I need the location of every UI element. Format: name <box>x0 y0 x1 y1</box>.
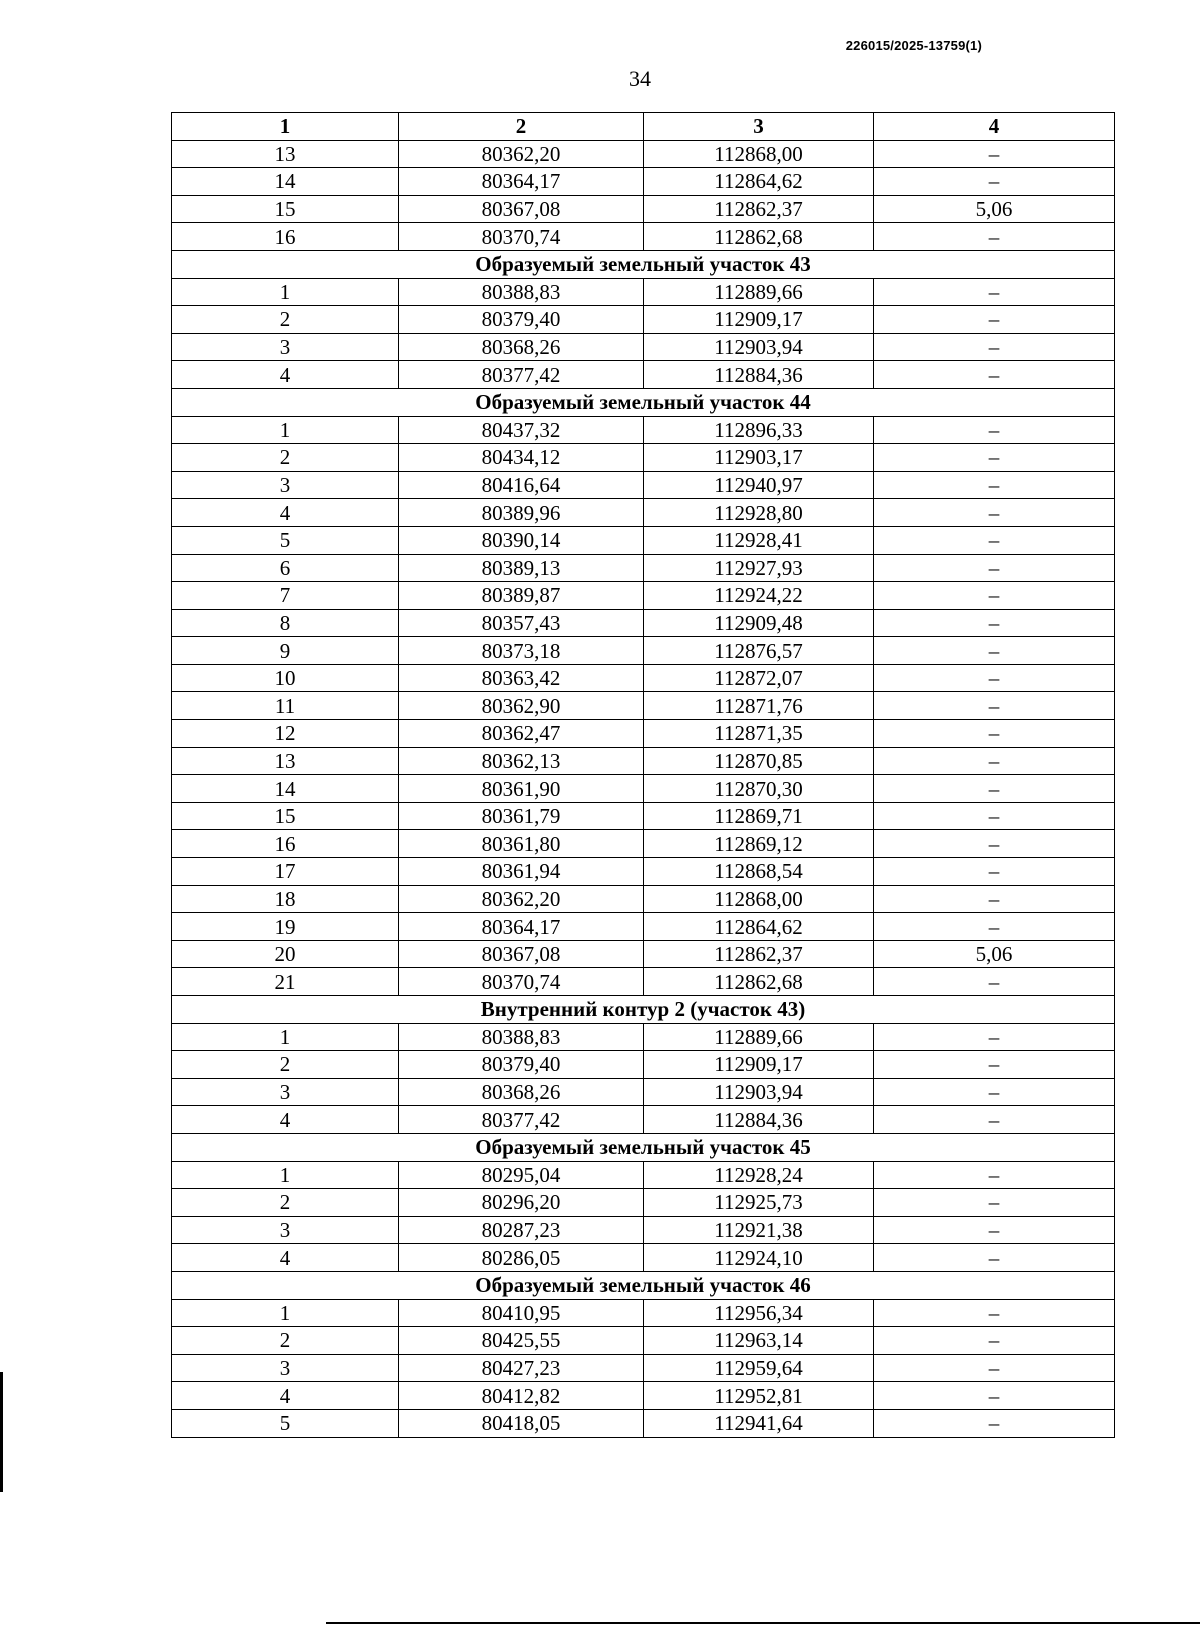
table-row <box>172 968 1115 996</box>
table-row <box>172 554 1115 582</box>
point-number-cell: 2 <box>172 1327 399 1355</box>
table-row <box>172 637 1115 665</box>
table-row <box>172 361 1115 389</box>
y-coordinate-cell: 112959,64 <box>644 1354 874 1382</box>
accuracy-cell: – <box>874 747 1115 775</box>
y-coordinate-cell: 112921,38 <box>644 1216 874 1244</box>
table-row <box>172 885 1115 913</box>
section-title: Внутренний контур 2 (участок 43) <box>172 996 1115 1024</box>
accuracy-cell: – <box>874 1078 1115 1106</box>
accuracy-cell: – <box>874 609 1115 637</box>
table-row <box>172 306 1115 334</box>
accuracy-cell: – <box>874 968 1115 996</box>
y-coordinate-cell: 112928,24 <box>644 1161 874 1189</box>
x-coordinate-cell: 80361,80 <box>399 830 644 858</box>
point-number-cell: 8 <box>172 609 399 637</box>
accuracy-cell: – <box>874 720 1115 748</box>
x-coordinate-cell: 80367,08 <box>399 195 644 223</box>
x-coordinate-cell: 80370,74 <box>399 968 644 996</box>
point-number-cell: 10 <box>172 664 399 692</box>
accuracy-cell: 5,06 <box>874 195 1115 223</box>
x-coordinate-cell: 80389,13 <box>399 554 644 582</box>
x-coordinate-cell: 80362,20 <box>399 140 644 168</box>
x-coordinate-cell: 80367,08 <box>399 940 644 968</box>
x-coordinate-cell: 80388,83 <box>399 1023 644 1051</box>
y-coordinate-cell: 112868,00 <box>644 885 874 913</box>
point-number-cell: 17 <box>172 858 399 886</box>
point-number-cell: 2 <box>172 306 399 334</box>
x-coordinate-cell: 80362,20 <box>399 885 644 913</box>
accuracy-cell: – <box>874 361 1115 389</box>
point-number-cell: 5 <box>172 1409 399 1437</box>
point-number-cell: 3 <box>172 333 399 361</box>
y-coordinate-cell: 112940,97 <box>644 471 874 499</box>
y-coordinate-cell: 112868,00 <box>644 140 874 168</box>
x-coordinate-cell: 80416,64 <box>399 471 644 499</box>
y-coordinate-cell: 112872,07 <box>644 664 874 692</box>
point-number-cell: 3 <box>172 1216 399 1244</box>
x-coordinate-cell: 80362,47 <box>399 720 644 748</box>
point-number-cell: 4 <box>172 1106 399 1134</box>
y-coordinate-cell: 112870,30 <box>644 775 874 803</box>
accuracy-cell: – <box>874 278 1115 306</box>
y-coordinate-cell: 112924,10 <box>644 1244 874 1272</box>
accuracy-cell: – <box>874 1023 1115 1051</box>
x-coordinate-cell: 80412,82 <box>399 1382 644 1410</box>
point-number-cell: 12 <box>172 720 399 748</box>
section-title: Образуемый земельный участок 45 <box>172 1133 1115 1161</box>
x-coordinate-cell: 80361,94 <box>399 858 644 886</box>
accuracy-cell: – <box>874 1106 1115 1134</box>
accuracy-cell: – <box>874 499 1115 527</box>
table-row <box>172 140 1115 168</box>
y-coordinate-cell: 112871,76 <box>644 692 874 720</box>
table-row <box>172 802 1115 830</box>
x-coordinate-cell: 80368,26 <box>399 1078 644 1106</box>
x-coordinate-cell: 80437,32 <box>399 416 644 444</box>
x-coordinate-cell: 80361,79 <box>399 802 644 830</box>
point-number-cell: 5 <box>172 526 399 554</box>
y-coordinate-cell: 112876,57 <box>644 637 874 665</box>
section-title: Образуемый земельный участок 43 <box>172 250 1115 278</box>
table-row <box>172 471 1115 499</box>
y-coordinate-cell: 112889,66 <box>644 1023 874 1051</box>
point-number-cell: 21 <box>172 968 399 996</box>
accuracy-cell: – <box>874 913 1115 941</box>
accuracy-cell: – <box>874 1244 1115 1272</box>
table-row <box>172 416 1115 444</box>
y-coordinate-cell: 112869,12 <box>644 830 874 858</box>
accuracy-cell: – <box>874 830 1115 858</box>
y-coordinate-cell: 112870,85 <box>644 747 874 775</box>
x-coordinate-cell: 80434,12 <box>399 444 644 472</box>
x-coordinate-cell: 80373,18 <box>399 637 644 665</box>
table-row <box>172 1023 1115 1051</box>
point-number-cell: 2 <box>172 1189 399 1217</box>
table-row <box>172 1051 1115 1079</box>
accuracy-cell: – <box>874 168 1115 196</box>
point-number-cell: 14 <box>172 775 399 803</box>
table-row <box>172 720 1115 748</box>
y-coordinate-cell: 112928,80 <box>644 499 874 527</box>
y-coordinate-cell: 112884,36 <box>644 361 874 389</box>
point-number-cell: 16 <box>172 223 399 251</box>
table-row <box>172 1244 1115 1272</box>
x-coordinate-cell: 80425,55 <box>399 1327 644 1355</box>
y-coordinate-cell: 112909,48 <box>644 609 874 637</box>
document-number: 226015/2025-13759(1) <box>845 38 982 53</box>
point-number-cell: 14 <box>172 168 399 196</box>
accuracy-cell: – <box>874 526 1115 554</box>
accuracy-cell: – <box>874 1216 1115 1244</box>
x-coordinate-cell: 80286,05 <box>399 1244 644 1272</box>
y-coordinate-cell: 112963,14 <box>644 1327 874 1355</box>
column-header-x: 2 <box>399 113 644 141</box>
y-coordinate-cell: 112862,37 <box>644 195 874 223</box>
point-number-cell: 18 <box>172 885 399 913</box>
point-number-cell: 19 <box>172 913 399 941</box>
x-coordinate-cell: 80388,83 <box>399 278 644 306</box>
point-number-cell: 15 <box>172 802 399 830</box>
section-header-row <box>172 388 1115 416</box>
accuracy-cell: – <box>874 444 1115 472</box>
x-coordinate-cell: 80410,95 <box>399 1299 644 1327</box>
point-number-cell: 4 <box>172 1244 399 1272</box>
x-coordinate-cell: 80295,04 <box>399 1161 644 1189</box>
table-row <box>172 1189 1115 1217</box>
accuracy-cell: – <box>874 1354 1115 1382</box>
x-coordinate-cell: 80364,17 <box>399 168 644 196</box>
y-coordinate-cell: 112864,62 <box>644 913 874 941</box>
table-row <box>172 830 1115 858</box>
table-header <box>172 113 1115 141</box>
scan-edge-mark <box>0 1372 3 1492</box>
table-row <box>172 1106 1115 1134</box>
table-row <box>172 1409 1115 1437</box>
y-coordinate-cell: 112956,34 <box>644 1299 874 1327</box>
point-number-cell: 3 <box>172 1078 399 1106</box>
point-number-cell: 4 <box>172 1382 399 1410</box>
table-row <box>172 692 1115 720</box>
point-number-cell: 4 <box>172 499 399 527</box>
section-header-row <box>172 250 1115 278</box>
y-coordinate-cell: 112869,71 <box>644 802 874 830</box>
table-row <box>172 1327 1115 1355</box>
point-number-cell: 13 <box>172 747 399 775</box>
table-row <box>172 664 1115 692</box>
y-coordinate-cell: 112871,35 <box>644 720 874 748</box>
y-coordinate-cell: 112952,81 <box>644 1382 874 1410</box>
section-header-row <box>172 996 1115 1024</box>
x-coordinate-cell: 80389,87 <box>399 582 644 610</box>
point-number-cell: 1 <box>172 278 399 306</box>
point-number-cell: 1 <box>172 1161 399 1189</box>
x-coordinate-cell: 80418,05 <box>399 1409 644 1437</box>
point-number-cell: 1 <box>172 416 399 444</box>
section-title: Образуемый земельный участок 44 <box>172 388 1115 416</box>
y-coordinate-cell: 112941,64 <box>644 1409 874 1437</box>
accuracy-cell: – <box>874 1327 1115 1355</box>
x-coordinate-cell: 80377,42 <box>399 1106 644 1134</box>
accuracy-cell: – <box>874 140 1115 168</box>
x-coordinate-cell: 80363,42 <box>399 664 644 692</box>
accuracy-cell: – <box>874 306 1115 334</box>
accuracy-cell: – <box>874 802 1115 830</box>
accuracy-cell: – <box>874 637 1115 665</box>
scan-edge-mark <box>326 1622 1200 1624</box>
x-coordinate-cell: 80379,40 <box>399 306 644 334</box>
accuracy-cell: – <box>874 858 1115 886</box>
x-coordinate-cell: 80287,23 <box>399 1216 644 1244</box>
point-number-cell: 2 <box>172 444 399 472</box>
y-coordinate-cell: 112862,37 <box>644 940 874 968</box>
accuracy-cell: – <box>874 1382 1115 1410</box>
accuracy-cell: – <box>874 1051 1115 1079</box>
accuracy-cell: – <box>874 1299 1115 1327</box>
y-coordinate-cell: 112889,66 <box>644 278 874 306</box>
y-coordinate-cell: 112927,93 <box>644 554 874 582</box>
table-row <box>172 913 1115 941</box>
table-row <box>172 1216 1115 1244</box>
accuracy-cell: – <box>874 1409 1115 1437</box>
table-row <box>172 1161 1115 1189</box>
table-row <box>172 333 1115 361</box>
table-row <box>172 775 1115 803</box>
y-coordinate-cell: 112928,41 <box>644 526 874 554</box>
table-row <box>172 444 1115 472</box>
point-number-cell: 1 <box>172 1299 399 1327</box>
point-number-cell: 15 <box>172 195 399 223</box>
x-coordinate-cell: 80362,90 <box>399 692 644 720</box>
section-title: Образуемый земельный участок 46 <box>172 1271 1115 1299</box>
point-number-cell: 3 <box>172 1354 399 1382</box>
y-coordinate-cell: 112864,62 <box>644 168 874 196</box>
y-coordinate-cell: 112924,22 <box>644 582 874 610</box>
point-number-cell: 9 <box>172 637 399 665</box>
x-coordinate-cell: 80427,23 <box>399 1354 644 1382</box>
y-coordinate-cell: 112925,73 <box>644 1189 874 1217</box>
accuracy-cell: – <box>874 692 1115 720</box>
accuracy-cell: – <box>874 1161 1115 1189</box>
section-header-row <box>172 1271 1115 1299</box>
accuracy-cell: – <box>874 554 1115 582</box>
x-coordinate-cell: 80362,13 <box>399 747 644 775</box>
point-number-cell: 11 <box>172 692 399 720</box>
column-header-y: 3 <box>644 113 874 141</box>
x-coordinate-cell: 80361,90 <box>399 775 644 803</box>
x-coordinate-cell: 80379,40 <box>399 1051 644 1079</box>
y-coordinate-cell: 112903,94 <box>644 1078 874 1106</box>
x-coordinate-cell: 80368,26 <box>399 333 644 361</box>
point-number-cell: 3 <box>172 471 399 499</box>
table-row <box>172 195 1115 223</box>
table-row <box>172 609 1115 637</box>
table-row <box>172 1354 1115 1382</box>
y-coordinate-cell: 112909,17 <box>644 306 874 334</box>
table-row <box>172 1382 1115 1410</box>
x-coordinate-cell: 80357,43 <box>399 609 644 637</box>
y-coordinate-cell: 112868,54 <box>644 858 874 886</box>
table-row <box>172 168 1115 196</box>
table-row <box>172 278 1115 306</box>
accuracy-cell: – <box>874 885 1115 913</box>
point-number-cell: 4 <box>172 361 399 389</box>
table-header-row <box>172 113 1115 141</box>
table-row <box>172 858 1115 886</box>
accuracy-cell: – <box>874 775 1115 803</box>
table-row <box>172 940 1115 968</box>
x-coordinate-cell: 80390,14 <box>399 526 644 554</box>
point-number-cell: 16 <box>172 830 399 858</box>
accuracy-cell: – <box>874 664 1115 692</box>
x-coordinate-cell: 80296,20 <box>399 1189 644 1217</box>
accuracy-cell: – <box>874 582 1115 610</box>
column-header-point: 1 <box>172 113 399 141</box>
point-number-cell: 2 <box>172 1051 399 1079</box>
section-header-row <box>172 1133 1115 1161</box>
table-row <box>172 223 1115 251</box>
table-row <box>172 1299 1115 1327</box>
y-coordinate-cell: 112862,68 <box>644 968 874 996</box>
y-coordinate-cell: 112896,33 <box>644 416 874 444</box>
table-row <box>172 582 1115 610</box>
column-header-accuracy: 4 <box>874 113 1115 141</box>
table-body <box>172 140 1115 1437</box>
table-row <box>172 747 1115 775</box>
point-number-cell: 6 <box>172 554 399 582</box>
accuracy-cell: – <box>874 333 1115 361</box>
table-row <box>172 1078 1115 1106</box>
y-coordinate-cell: 112903,17 <box>644 444 874 472</box>
x-coordinate-cell: 80389,96 <box>399 499 644 527</box>
page-number: 34 <box>629 66 651 91</box>
point-number-cell: 7 <box>172 582 399 610</box>
accuracy-cell: – <box>874 1189 1115 1217</box>
table-row <box>172 499 1115 527</box>
coordinates-table <box>171 112 1115 1438</box>
x-coordinate-cell: 80377,42 <box>399 361 644 389</box>
accuracy-cell: 5,06 <box>874 940 1115 968</box>
y-coordinate-cell: 112862,68 <box>644 223 874 251</box>
point-number-cell: 13 <box>172 140 399 168</box>
y-coordinate-cell: 112909,17 <box>644 1051 874 1079</box>
table-row <box>172 526 1115 554</box>
accuracy-cell: – <box>874 223 1115 251</box>
accuracy-cell: – <box>874 416 1115 444</box>
y-coordinate-cell: 112884,36 <box>644 1106 874 1134</box>
x-coordinate-cell: 80370,74 <box>399 223 644 251</box>
point-number-cell: 1 <box>172 1023 399 1051</box>
y-coordinate-cell: 112903,94 <box>644 333 874 361</box>
point-number-cell: 20 <box>172 940 399 968</box>
x-coordinate-cell: 80364,17 <box>399 913 644 941</box>
accuracy-cell: – <box>874 471 1115 499</box>
